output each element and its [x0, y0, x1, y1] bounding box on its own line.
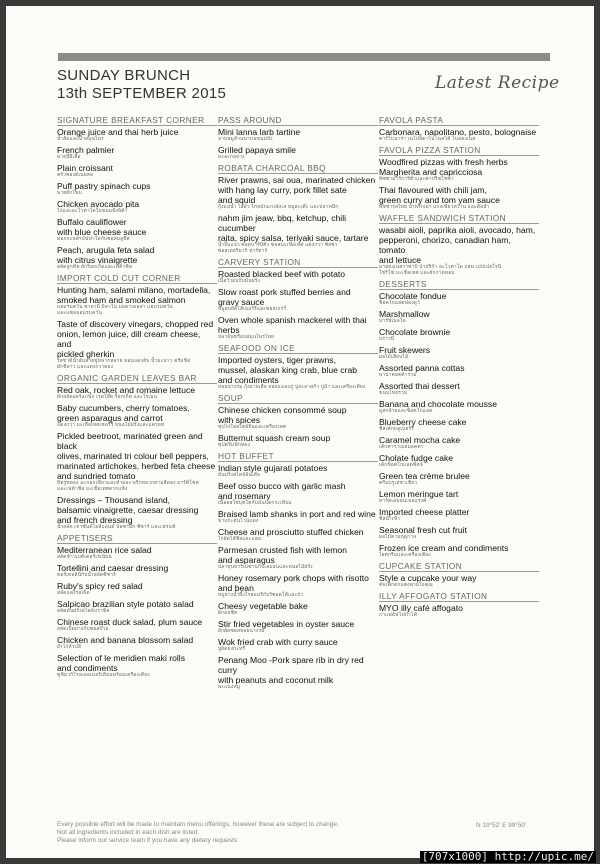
menu-item-thai: ขนมไทยรวม: [379, 391, 408, 396]
menu-item: [379, 225, 539, 277]
menu-item-name: Salpicao brazilian style potato salad: [57, 599, 194, 609]
menu-item-thai: ทอร์เทลลินีกับน้ำสลัดซีซาร์: [57, 573, 116, 578]
menu-item-name: Chicken and banana blossom salad: [57, 635, 194, 645]
menu-item-name: Honey rosemary pork chops with risotto and bean: [218, 573, 369, 593]
section-heading: SOUP: [218, 393, 378, 404]
menu-item-name: Assorted thai dessert: [379, 381, 460, 391]
section-heading: WAFFLE SANDWICH STATION: [379, 213, 539, 224]
menu-item: [218, 433, 378, 449]
menu-item-thai: มายองเนสวาซาบิ ปาปริก้า อะโวคาโด แฮม เปปเปอโรนี โชริโซ่ มะเขือเทศ และผักกาดหอม: [379, 265, 502, 276]
menu-item: [379, 453, 539, 469]
menu-item-name: Roasted blacked beef with potato: [218, 269, 346, 279]
menu-item-name: Imported oysters, tiger prawns, mussel, alaskan king crab, blue crab and condiments: [218, 355, 358, 385]
menu-item-thai: ผลไม้ตามฤดูกาล: [379, 535, 417, 540]
menu-item-name: Lemon meringue tart: [379, 489, 459, 499]
menu-item-name: Green tea crème brulee: [379, 471, 470, 481]
menu-item: [379, 525, 539, 541]
menu-item-name: Style a cupcake your way: [379, 573, 477, 583]
menu-item-name: Stir fried vegetables in oyster sauce: [218, 619, 355, 629]
menu-item-name: Imported cheese platter: [379, 507, 470, 517]
menu-item: [57, 181, 217, 197]
menu-item-name: Ruby's spicy red salad: [57, 581, 143, 591]
menu-item-thai: คัพเค้กตกแต่งตามใจคุณ: [379, 583, 433, 588]
menu-item-name: wasabi aioli, paprika aioli, avocado, ham, pepperoni, chorizo, canadian ham, tomato and lettuce: [379, 225, 536, 265]
menu-item-name: Tortellini and caesar dressing: [57, 563, 169, 573]
menu-item: [218, 601, 378, 617]
menu-item-name: Banana and chocolate mousse: [379, 399, 498, 409]
menu-item-name: Marshmallow: [379, 309, 430, 319]
menu-item-thai: ซุปครีมฟักทอง: [218, 443, 250, 448]
location-coordinates: N 19°52' E 99°50': [476, 822, 527, 829]
menu-item-name: Orange juice and thai herb juice: [57, 127, 179, 137]
menu-item-thai: พานาคอตต้ารวม: [379, 373, 417, 378]
menu-item-thai: ผลไม้เสียบไม้: [379, 355, 409, 360]
section-heading: PASS AROUND: [218, 115, 378, 126]
menu-item-thai: คาร์โบนาร่า เนโปลิตาโน่ เพสโต้ โบลองเนส: [379, 137, 476, 142]
menu-item-thai: รสชาติน้ำส้มสายชูหลากหลาย หอมแดงสับ น้ำมะนาว ครีมชีส ผักชีลาว และแตงกวาดอง: [57, 359, 191, 370]
menu-item-thai: พิซซ่ามาร์การิต้าและคาปริชโชซ่า: [379, 177, 454, 182]
menu-item: [218, 355, 378, 391]
menu-item: [218, 463, 378, 479]
menu-item: [218, 287, 378, 313]
menu-item-thai: ครัวซองต์เนยสด: [57, 173, 94, 178]
section-heading: FAVOLA PASTA: [379, 115, 539, 126]
menu-item-name: Grilled papaya smile: [218, 145, 296, 155]
footer-disclaimer: [57, 821, 417, 845]
menu-item: [57, 127, 217, 143]
menu-item-name: Chinese roast duck salad, plum sauce: [57, 617, 203, 627]
menu-item-thai: มะละกอย่าง: [218, 155, 245, 160]
menu-item-name: Mini lanna larb tartine: [218, 127, 301, 137]
menu-item-name: Fruit skewers: [379, 345, 431, 355]
menu-item-thai: ผักผัดซอสหอยนางรม: [218, 629, 265, 634]
brunch-title: SUNDAY BRUNCH: [57, 67, 191, 84]
menu-item-name: Hunting ham, salami milano, mortadella, smoked ham and smoked salmon: [57, 285, 211, 305]
menu-item-name: Cholate fudge cake: [379, 453, 454, 463]
menu-item-name: Seasonal fresh cut fruit: [379, 525, 467, 535]
menu-item-thai: สลัดลูกพีช ผักร็อกเก็ตและเฟต้าชีส: [57, 265, 132, 270]
menu-item: [218, 573, 378, 599]
menu-item-thai: กาแฟอัฟโฟกาโต้: [379, 613, 418, 618]
menu-item-name: Carbonara, napolitano, pesto, bolognaise: [379, 127, 537, 137]
menu-item: [379, 381, 539, 397]
menu-item-thai: ดอกกะหล่ำบัฟฟาโลกับซอสบลูชีส: [57, 237, 130, 242]
menu-item-name: Slow roast pork stuffed berries and gravy sauce: [218, 287, 351, 307]
menu-item: [57, 599, 217, 615]
section-heading: HOT BUFFET: [218, 451, 378, 462]
menu-item: [379, 543, 539, 559]
menu-item-name: Chocolate fondue: [379, 291, 447, 301]
menu-item-name: Parmesan crusted fish with lemon and asparagus: [218, 545, 347, 565]
menu-item: [57, 285, 217, 317]
menu-item-name: Peach, arugula feta salad with citrus vinaigrette: [57, 245, 155, 265]
menu-item: [379, 363, 539, 379]
menu-item: [218, 619, 378, 635]
menu-item-name: Butternut squash cream soup: [218, 433, 331, 443]
menu-item: [379, 471, 539, 487]
menu-item: [57, 563, 217, 579]
header-bar: [58, 53, 550, 61]
menu-item-thai: ซุปไก่ใสสไตล์จีนและเครื่องเทศ: [218, 425, 287, 430]
menu-item: [57, 635, 217, 651]
menu-item-thai: น้ำสลัด เทาซันด์ไอส์แลนด์ บัลซามิก ซีซาร์ และเฟรนช์: [57, 525, 176, 530]
menu-item-thai: ปลาอินทรีอบสมุนไพรไทย: [218, 335, 275, 340]
menu-item: [218, 637, 378, 653]
menu-item-thai: น้ำส้มและน้ำสมุนไพร: [57, 137, 104, 142]
menu-item-name: nahm jim jeaw, bbq, ketchup, chili cucumber raita, spicy salsa, teriyaki sauce, tartare: [218, 213, 369, 243]
section-heading: APPETISERS: [57, 533, 217, 544]
menu-item: [218, 527, 378, 543]
menu-item: [379, 345, 539, 361]
menu-item-thai: แตงกวา มะเขือเทศเชอร์รี่ หน่อไม้ฝรั่งและแครอท: [57, 423, 165, 428]
menu-item: [379, 127, 539, 143]
menu-item-name: Cheesy vegetable bake: [218, 601, 308, 611]
menu-item-thai: มันฝรั่งสไตล์อินเดีย: [218, 473, 261, 478]
menu-item-thai: น้ำจิ้มแจ่ว ซอสบาร์บีคิว ซอสมะเขือเทศ แตงกวา ซัลซ่า ซอสเทอริยากิ ทาร์ทาร์: [218, 243, 338, 254]
menu-item-name: Beef osso bucco with garlic mash and rosemary: [218, 481, 346, 501]
menu-item-name: River prawns, sai oua, marinated chicken with hang lay curry, pork fillet sate and squid: [218, 175, 376, 205]
menu-item-thai: มาร์ชเมลโล่: [379, 319, 406, 324]
menu-item-thai: ยำไก่หัวปลี: [57, 645, 82, 650]
menu-item: [57, 245, 217, 271]
menu-item-thai: บราวนี่: [379, 337, 395, 342]
menu-item-thai: ผักสลัดออร์แกนิก เรดโอ๊ค ร็อกเก็ต และโรเมน: [57, 395, 158, 400]
menu-item-name: Pickled beetroot, marinated green and black olives, marinated tri colour bell peppers, marinated artichokes, herbed feta cheese and sundried tomato: [57, 431, 216, 481]
section-heading: SIGNATURE BREAKFAST CORNER: [57, 115, 217, 126]
menu-item-thai: ทาร์ตเลมอนเมอแรงค์: [379, 499, 427, 504]
menu-item-name: Chicken avocado pita: [57, 199, 140, 209]
menu-item: [218, 145, 378, 161]
menu-item-thai: ปูผัดผงกะหรี่: [218, 647, 246, 652]
menu-column-1: [57, 115, 217, 681]
menu-item-name: Wok fried crab with curry sauce: [218, 637, 338, 647]
section-heading: ILLY AFFOGATO STATION: [379, 591, 539, 602]
section-heading: FAVOLA PIZZA STATION: [379, 145, 539, 156]
menu-item-thai: มูสกล้วยและช็อคโกแลต: [379, 409, 433, 414]
menu-item: [57, 145, 217, 161]
menu-item-thai: เนื้อวัวอบกับมันฝรั่ง: [218, 279, 261, 284]
menu-item: [57, 403, 217, 429]
menu-item-name: Frozen ice cream and condiments: [379, 543, 509, 553]
menu-item-thai: ไก่และอะโวคาโดในขนมปังพิต้า: [57, 209, 128, 214]
menu-item: [57, 653, 217, 679]
menu-item: [57, 319, 217, 371]
menu-item: [218, 269, 378, 285]
menu-item-name: Woodfired pizzas with fresh herbs Margherita and capricciosa: [379, 157, 508, 177]
menu-item-thai: หอยนางรม กุ้งลายเสือ หอยแมลงภู่ ปูอะลาสก้า ปูม้า และเครื่องเคียง: [218, 385, 366, 390]
menu-item-thai: ครีมบรูเล่ชาเขียว: [379, 481, 418, 486]
menu-item-name: MYO illy café affogato: [379, 603, 463, 613]
menu-item: [57, 545, 217, 561]
menu-item-thai: พิซซ่ารสไทย น้ำพริกเผา แกงเขียวหวาน และต้มยำ: [379, 205, 490, 210]
menu-item-thai: เค้กคาราเมลมอคค่า: [379, 445, 424, 450]
section-heading: IMPORT COLD CUT CORNER: [57, 273, 217, 284]
menu-item-name: Caramel mocha cake: [379, 435, 461, 445]
menu-item-name: Indian style gujarati potatoes: [218, 463, 328, 473]
menu-item-thai: สลัดมันฝรั่งสไตล์บราซิล: [57, 609, 110, 614]
menu-item-thai: ชีสเค้กบลูเบอร์รี่: [379, 427, 415, 432]
menu-item-thai: ไอศกรีมและเครื่องเคียง: [379, 553, 431, 558]
menu-item-name: Oven whole spanish mackerel with thai herbs: [218, 315, 367, 335]
menu-item-name: Mediterranean rice salad: [57, 545, 152, 555]
footer-line: Not all ingredients included in each dish are listed.: [57, 829, 200, 836]
menu-item: [57, 431, 217, 493]
latest-recipe-logo: Latest Recipe: [435, 73, 560, 93]
menu-item: [379, 489, 539, 505]
menu-item: [218, 315, 378, 341]
menu-item: [218, 655, 378, 691]
menu-item-thai: หมูอบยัดไส้เบอร์รี่และซอสเกรวี่: [218, 307, 287, 312]
section-heading: CARVERY STATION: [218, 257, 378, 268]
menu-item-thai: พายผักโขม: [57, 191, 82, 196]
menu-item: [57, 385, 217, 401]
menu-item-thai: สลัดข้าวเมดิเตอร์เรเนียน: [57, 555, 112, 560]
menu-item: [218, 509, 378, 525]
menu-item-thai: พะแนงหมู: [218, 685, 241, 690]
menu-item-thai: หมูย่างน้ำผึ้งโรสแมรี่กับริซอตโต้และถั่ว: [218, 593, 304, 598]
menu-item-name: Chocolate brownie: [379, 327, 451, 337]
menu-item-name: Dressings – Thousand island, balsamic vinaigrette, caesar dressing and french dressing: [57, 495, 199, 525]
brunch-date: 13th SEPTEMBER 2015: [57, 85, 227, 102]
menu-item-thai: กุ้งแม่น้ำ ไส้อั่ว ไก่หมักแกงฮังเล หมูสะเต๊ะ และปลาหมึก: [218, 205, 339, 210]
menu-item-name: Red oak, rocket and romaine lettuce: [57, 385, 196, 395]
menu-item-thai: ลาบหมูล้านนาบนขนมปัง: [218, 137, 273, 142]
menu-item-thai: ชีสนำเข้า: [379, 517, 400, 522]
menu-item-name: Cheese and prosciutto stuffed chicken: [218, 527, 364, 537]
menu-item: [57, 495, 217, 531]
menu-item: [57, 199, 217, 215]
menu-item-thai: เนื้ออสโซบุคโคกับมันบดกระเทียม: [218, 501, 292, 506]
menu-item-thai: ขาแกะตุ๋นไวน์แดง: [218, 519, 259, 524]
menu-item: [379, 327, 539, 343]
menu-item-thai: ไก่ยัดไส้ชีสและแฮม: [218, 537, 262, 542]
menu-item-name: Thai flavoured with chili jam, green curry and tom yam sauce: [379, 185, 500, 205]
menu-item-name: Taste of discovery vinegars, chopped red onion, lemon juice, dill cream cheese, and pickled gherkin: [57, 319, 214, 359]
menu-item: [379, 573, 539, 589]
menu-item: [218, 213, 378, 255]
menu-item-name: Buffalo cauliflower with blue cheese sauce: [57, 217, 147, 237]
menu-item: [379, 507, 539, 523]
menu-item-thai: สลัดแดงรสเผ็ด: [57, 591, 90, 596]
section-heading: DESSERTS: [379, 279, 539, 290]
menu-item: [379, 417, 539, 433]
footer-line: Please inform our service team if you have any dietary requests: [57, 837, 238, 844]
menu-item: [379, 435, 539, 451]
page-title: [57, 67, 226, 103]
menu-item: [379, 603, 539, 619]
menu-column-3: [379, 115, 539, 621]
menu-item: [218, 175, 378, 211]
menu-item-thai: เค้กช็อคโกแลตฟัดจ์: [379, 463, 423, 468]
watermark: [707x1000] http://upic.me/: [421, 850, 594, 863]
menu-item-thai: ปลาชุบพาร์เมซานกับเลมอนและหน่อไม้ฝรั่ง: [218, 565, 313, 570]
menu-item-thai: ซูชิมากิโรลเลอเมอริเดียนพร้อมเครื่องเคียง: [57, 673, 150, 678]
menu-item-name: Selection of le meridien maki rolls and condiments: [57, 653, 186, 673]
menu-item-name: Plain croissant: [57, 163, 113, 173]
menu-item-thai: สลัดเป็ดย่างกับซอสบ๊วย: [57, 627, 109, 632]
menu-item-name: Puff pastry spinach cups: [57, 181, 151, 191]
menu-item-thai: ช็อคโกแลตฟองดูว์: [379, 301, 421, 306]
menu-item-name: Penang Moo -Pork spare rib in dry red curry with peanuts and coconut milk: [218, 655, 364, 685]
menu-item: [379, 291, 539, 307]
menu-item: [57, 581, 217, 597]
menu-item-thai: แฮมรมควัน ซาลามี่ มิลาโน่ มอตาเดลล่า แฮมรมควัน และแซลมอนรมควัน: [57, 305, 173, 316]
menu-item-thai: ผักอบชีส: [218, 611, 238, 616]
menu-column-2: [218, 115, 378, 693]
section-heading: ROBATA CHARCOAL BBQ: [218, 163, 378, 174]
menu-item: [218, 545, 378, 571]
menu-item: [57, 217, 217, 243]
section-heading: ORGANIC GARDEN LEAVES BAR: [57, 373, 217, 384]
footer-line: Every possible effort will be made to maintain menu offerings, however these are subject to change.: [57, 821, 339, 828]
section-heading: SEAFOOD ON ICE: [218, 343, 378, 354]
menu-item: [379, 399, 539, 415]
menu-item: [379, 157, 539, 183]
menu-item: [218, 481, 378, 507]
menu-item-name: French palmier: [57, 145, 115, 155]
menu-item-thai: บีทรูทดอง มะกอกเขียวและดำดอง พริกหยวกสามสีดอง อาร์ติโชค และเฟต้าชีส มะเขือเทศตากแห้ง: [57, 481, 199, 492]
menu-item-name: Braised lamb shanks in port and red wine: [218, 509, 376, 519]
menu-item-name: Blueberry cheese cake: [379, 417, 467, 427]
menu-item: [57, 163, 217, 179]
menu-item: [379, 309, 539, 325]
menu-item-thai: พายปีผีเสื้อ: [57, 155, 81, 160]
menu-item: [379, 185, 539, 211]
menu-item-name: Assorted panna cottas: [379, 363, 465, 373]
menu-item: [218, 405, 378, 431]
menu-item: [218, 127, 378, 143]
section-heading: CUPCAKE STATION: [379, 561, 539, 572]
menu-item-name: Chinese chicken consommé soup with spices: [218, 405, 347, 425]
menu-item: [57, 617, 217, 633]
menu-item-name: Baby cucumbers, cherry tomatoes, green asparagus and carrot: [57, 403, 190, 423]
